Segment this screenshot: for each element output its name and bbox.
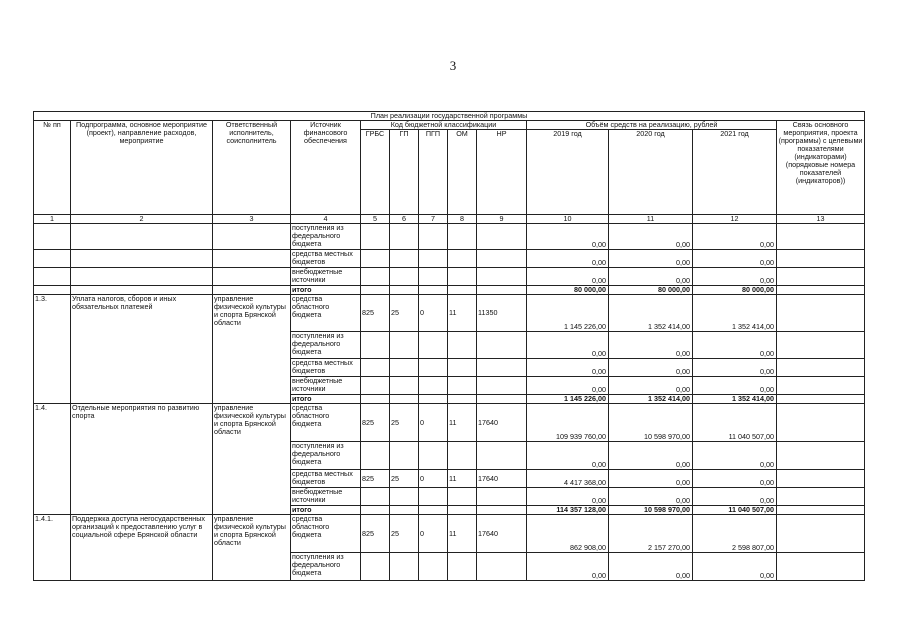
cell-pgp [419, 506, 448, 515]
cell-pgp [419, 224, 448, 250]
header-volume-group: Объём средств на реализацию, рублей [527, 121, 777, 130]
cell-y2020: 1 352 414,00 [609, 395, 693, 404]
header-2021: 2021 год [693, 130, 777, 215]
cell-gp [390, 250, 419, 268]
table-title: План реализации государственной программы [34, 112, 865, 121]
cell-pgp [419, 377, 448, 395]
cell-link [777, 515, 865, 553]
cell-source: средства местных бюджетов [291, 250, 361, 268]
cell-num: 1.4.1. [34, 515, 71, 581]
cell-link [777, 286, 865, 295]
table-row [34, 295, 865, 332]
program-plan-table [33, 111, 865, 581]
cell-pgp: 0 [419, 515, 448, 553]
cell-source: средства областного бюджета [291, 295, 361, 332]
cell-source: средства местных бюджетов [291, 470, 361, 488]
cell-link [777, 395, 865, 404]
cell-grbs: 825 [361, 515, 390, 553]
cell-nr [477, 377, 527, 395]
column-number: 4 [291, 215, 361, 224]
cell-om [448, 488, 477, 506]
cell-grbs [361, 506, 390, 515]
cell-name: Поддержка доступа негосударственных организаций к предоставлению услуг в социальной сфере Брянской области [71, 515, 213, 581]
cell-om [448, 224, 477, 250]
cell-y2019: 0,00 [527, 377, 609, 395]
cell-grbs [361, 359, 390, 377]
header-om: ОМ [448, 130, 477, 215]
cell-om [448, 553, 477, 581]
cell-y2020: 10 598 970,00 [609, 404, 693, 442]
cell-grbs [361, 268, 390, 286]
cell-num: 1.3. [34, 295, 71, 404]
cell-link [777, 295, 865, 332]
header-gp: ГП [390, 130, 419, 215]
cell-executor [213, 268, 291, 286]
cell-nr [477, 395, 527, 404]
cell-y2020: 0,00 [609, 332, 693, 359]
cell-num [34, 286, 71, 295]
cell-y2019: 0,00 [527, 250, 609, 268]
column-numbers-row [34, 215, 865, 224]
cell-nr [477, 553, 527, 581]
cell-om [448, 442, 477, 470]
cell-gp: 25 [390, 470, 419, 488]
cell-num: 1.4. [34, 404, 71, 515]
header-nr: НР [477, 130, 527, 215]
cell-source: средства местных бюджетов [291, 359, 361, 377]
cell-gp [390, 442, 419, 470]
page-number: 3 [449, 58, 457, 73]
cell-pgp [419, 268, 448, 286]
cell-grbs [361, 332, 390, 359]
cell-num [34, 224, 71, 250]
cell-pgp [419, 395, 448, 404]
cell-y2019: 0,00 [527, 488, 609, 506]
cell-executor: управление физической культуры и спорта Брянской области [213, 295, 291, 404]
column-number: 5 [361, 215, 390, 224]
cell-y2020: 0,00 [609, 224, 693, 250]
cell-source: итого [291, 395, 361, 404]
cell-om [448, 268, 477, 286]
cell-name [71, 268, 213, 286]
cell-name [71, 224, 213, 250]
cell-pgp [419, 488, 448, 506]
cell-executor [213, 224, 291, 250]
cell-y2020: 1 352 414,00 [609, 295, 693, 332]
cell-grbs [361, 377, 390, 395]
cell-gp [390, 395, 419, 404]
table-row [34, 286, 865, 295]
column-number: 2 [71, 215, 213, 224]
cell-executor [213, 286, 291, 295]
cell-y2019: 0,00 [527, 332, 609, 359]
cell-link [777, 506, 865, 515]
cell-grbs [361, 286, 390, 295]
cell-grbs [361, 395, 390, 404]
cell-grbs [361, 442, 390, 470]
cell-y2019: 0,00 [527, 224, 609, 250]
cell-y2021: 0,00 [693, 224, 777, 250]
cell-y2020: 10 598 970,00 [609, 506, 693, 515]
cell-y2021: 2 598 807,00 [693, 515, 777, 553]
cell-y2021: 0,00 [693, 377, 777, 395]
cell-source: поступления из федерального бюджета [291, 332, 361, 359]
cell-y2021: 1 352 414,00 [693, 295, 777, 332]
cell-y2021: 80 000,00 [693, 286, 777, 295]
cell-y2021: 11 040 507,00 [693, 404, 777, 442]
cell-link [777, 377, 865, 395]
cell-link [777, 250, 865, 268]
cell-gp [390, 268, 419, 286]
cell-link [777, 404, 865, 442]
cell-pgp [419, 286, 448, 295]
cell-nr [477, 359, 527, 377]
cell-gp [390, 286, 419, 295]
cell-link [777, 332, 865, 359]
table-row [34, 250, 865, 268]
cell-om: 11 [448, 470, 477, 488]
column-number: 13 [777, 215, 865, 224]
cell-y2020: 80 000,00 [609, 286, 693, 295]
cell-y2021: 0,00 [693, 488, 777, 506]
cell-y2021: 0,00 [693, 442, 777, 470]
cell-y2019: 0,00 [527, 268, 609, 286]
cell-om [448, 359, 477, 377]
cell-nr [477, 488, 527, 506]
cell-gp [390, 332, 419, 359]
column-number: 1 [34, 215, 71, 224]
header-num: № пп [34, 121, 71, 215]
cell-source: итого [291, 286, 361, 295]
cell-y2019: 0,00 [527, 359, 609, 377]
column-number: 8 [448, 215, 477, 224]
cell-y2020: 0,00 [609, 268, 693, 286]
cell-pgp [419, 359, 448, 377]
cell-pgp: 0 [419, 470, 448, 488]
cell-y2021: 0,00 [693, 359, 777, 377]
cell-y2021: 0,00 [693, 250, 777, 268]
column-number: 9 [477, 215, 527, 224]
cell-nr [477, 268, 527, 286]
cell-link [777, 553, 865, 581]
cell-y2020: 0,00 [609, 470, 693, 488]
cell-y2020: 0,00 [609, 359, 693, 377]
cell-link [777, 442, 865, 470]
column-number: 7 [419, 215, 448, 224]
cell-y2021: 11 040 507,00 [693, 506, 777, 515]
cell-y2019: 4 417 368,00 [527, 470, 609, 488]
cell-y2020: 0,00 [609, 488, 693, 506]
cell-om: 11 [448, 404, 477, 442]
table-body [34, 224, 865, 581]
header-name: Подпрограмма, основное мероприятие (проект), направление расходов, мероприятие [71, 121, 213, 215]
cell-om [448, 506, 477, 515]
column-number: 11 [609, 215, 693, 224]
cell-om [448, 286, 477, 295]
cell-y2021: 0,00 [693, 268, 777, 286]
cell-y2020: 0,00 [609, 250, 693, 268]
cell-om: 11 [448, 515, 477, 553]
cell-link [777, 359, 865, 377]
cell-nr: 17640 [477, 470, 527, 488]
cell-executor [213, 250, 291, 268]
cell-source: итого [291, 506, 361, 515]
cell-executor: управление физической культуры и спорта Брянской области [213, 404, 291, 515]
cell-gp [390, 488, 419, 506]
cell-y2019: 109 939 760,00 [527, 404, 609, 442]
cell-gp [390, 224, 419, 250]
cell-pgp [419, 442, 448, 470]
cell-y2019: 0,00 [527, 442, 609, 470]
cell-pgp [419, 250, 448, 268]
cell-grbs [361, 488, 390, 506]
cell-grbs: 825 [361, 295, 390, 332]
cell-link [777, 470, 865, 488]
cell-source: средства областного бюджета [291, 404, 361, 442]
header-2019: 2019 год [527, 130, 609, 215]
header-grbs: ГРБС [361, 130, 390, 215]
cell-gp [390, 377, 419, 395]
table-row [34, 224, 865, 250]
cell-nr [477, 250, 527, 268]
cell-nr [477, 442, 527, 470]
cell-pgp [419, 332, 448, 359]
cell-gp: 25 [390, 404, 419, 442]
cell-grbs: 825 [361, 404, 390, 442]
cell-pgp [419, 553, 448, 581]
column-number: 10 [527, 215, 609, 224]
cell-y2021: 0,00 [693, 332, 777, 359]
cell-nr: 17640 [477, 515, 527, 553]
cell-om [448, 250, 477, 268]
cell-num [34, 268, 71, 286]
cell-link [777, 224, 865, 250]
header-budget-code-group: Код бюджетной классификации [361, 121, 527, 130]
cell-name [71, 286, 213, 295]
cell-om [448, 377, 477, 395]
column-number: 12 [693, 215, 777, 224]
cell-y2020: 2 157 270,00 [609, 515, 693, 553]
header-executor: Ответственный исполнитель, соисполнитель [213, 121, 291, 215]
cell-nr: 11350 [477, 295, 527, 332]
cell-y2019: 114 357 128,00 [527, 506, 609, 515]
cell-source: поступления из федерального бюджета [291, 224, 361, 250]
header-2020: 2020 год [609, 130, 693, 215]
cell-pgp: 0 [419, 295, 448, 332]
cell-nr [477, 286, 527, 295]
cell-y2021: 1 352 414,00 [693, 395, 777, 404]
cell-y2020: 0,00 [609, 377, 693, 395]
cell-om [448, 332, 477, 359]
cell-nr: 17640 [477, 404, 527, 442]
cell-nr [477, 506, 527, 515]
cell-om [448, 395, 477, 404]
cell-y2020: 0,00 [609, 442, 693, 470]
cell-num [34, 250, 71, 268]
cell-pgp: 0 [419, 404, 448, 442]
cell-y2019: 1 145 226,00 [527, 395, 609, 404]
header-pgp: ПГП [419, 130, 448, 215]
cell-grbs [361, 250, 390, 268]
cell-link [777, 488, 865, 506]
cell-nr [477, 332, 527, 359]
cell-source: внебюджетные источники [291, 377, 361, 395]
cell-gp: 25 [390, 515, 419, 553]
column-number: 6 [390, 215, 419, 224]
table-row [34, 268, 865, 286]
cell-source: внебюджетные источники [291, 488, 361, 506]
header-source: Источник финансового обеспечения [291, 121, 361, 215]
cell-om: 11 [448, 295, 477, 332]
cell-executor: управление физической культуры и спорта Брянской области [213, 515, 291, 581]
cell-y2019: 80 000,00 [527, 286, 609, 295]
cell-source: внебюджетные источники [291, 268, 361, 286]
cell-link [777, 268, 865, 286]
cell-y2019: 0,00 [527, 553, 609, 581]
cell-gp [390, 506, 419, 515]
cell-name [71, 250, 213, 268]
cell-y2019: 862 908,00 [527, 515, 609, 553]
cell-y2021: 0,00 [693, 470, 777, 488]
cell-y2020: 0,00 [609, 553, 693, 581]
cell-gp [390, 553, 419, 581]
header-link: Связь основного мероприятия, проекта (программы) с целевыми показателями (индикаторами) (порядковые номера показателей (индикаторов)) [777, 121, 865, 215]
table-row [34, 404, 865, 442]
cell-nr [477, 224, 527, 250]
column-number: 3 [213, 215, 291, 224]
cell-gp: 25 [390, 295, 419, 332]
cell-grbs [361, 553, 390, 581]
cell-name: Отдельные мероприятия по развитию спорта [71, 404, 213, 515]
cell-source: поступления из федерального бюджета [291, 442, 361, 470]
cell-grbs [361, 224, 390, 250]
cell-source: поступления из федерального бюджета [291, 553, 361, 581]
cell-source: средства областного бюджета [291, 515, 361, 553]
table-row [34, 515, 865, 553]
cell-name: Уплата налогов, сборов и иных обязательных платежей [71, 295, 213, 404]
cell-grbs: 825 [361, 470, 390, 488]
cell-gp [390, 359, 419, 377]
cell-y2019: 1 145 226,00 [527, 295, 609, 332]
cell-y2021: 0,00 [693, 553, 777, 581]
